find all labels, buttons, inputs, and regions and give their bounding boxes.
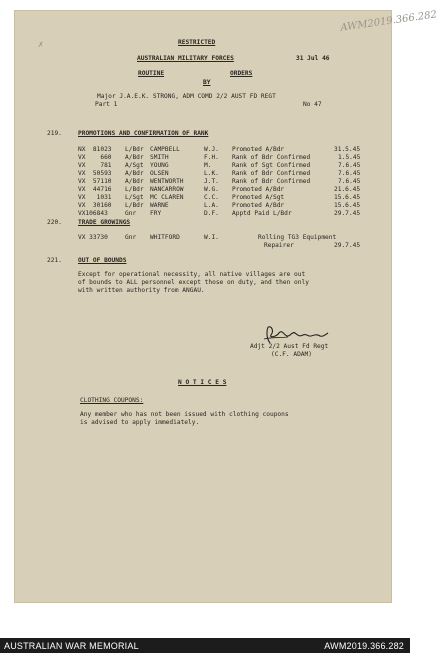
- pencil-annotation: AWM2019.366.282: [339, 9, 438, 34]
- orders-word: ORDERS: [230, 70, 253, 77]
- surname: CAMPBELL: [150, 146, 180, 153]
- action: Promoted A/Bdr: [232, 146, 285, 153]
- initials: L.K.: [204, 170, 219, 177]
- service-number: NX 81023: [78, 146, 112, 153]
- surname: MC CLAREN: [150, 194, 184, 201]
- action: Rolling TG3 Equipment: [258, 234, 337, 241]
- service-number: VX 30160: [78, 202, 112, 209]
- order-date: 31 Jul 46: [296, 55, 330, 62]
- notices-heading: N O T I C E S: [178, 379, 227, 386]
- effective-date: 7.6.45: [338, 178, 361, 185]
- notice-subheading: CLOTHING COUPONS:: [80, 397, 144, 404]
- service-number: VX 57110: [78, 178, 112, 185]
- section-number: 220.: [47, 219, 62, 226]
- initials: M.: [204, 162, 212, 169]
- classification: RESTRICTED: [178, 39, 216, 46]
- museum-footer: [0, 638, 410, 653]
- service-number: VX 660: [78, 154, 112, 161]
- initials: F.H.: [204, 154, 219, 161]
- action: Promoted A/Sgt: [232, 194, 285, 201]
- surname: WENTWORTH: [150, 178, 184, 185]
- section-title: TRADE GROWINGS: [78, 219, 131, 226]
- ink-mark: ✗: [38, 40, 44, 50]
- adjutant-title: Adjt 2/2 Aust Fd Regt: [250, 343, 329, 350]
- action: Promoted A/Bdr: [232, 186, 285, 193]
- service-number: VX 1031: [78, 194, 112, 201]
- section-title: PROMOTIONS AND CONFIRMATION OF RANK: [78, 130, 209, 137]
- paragraph-line: Any member who has not been issued with clothing coupons: [80, 411, 289, 418]
- action: Rank of Bdr Confirmed: [232, 178, 311, 185]
- rank: A/Bdr: [125, 170, 144, 177]
- service-number: VX106843: [78, 210, 108, 217]
- initials: C.C.: [204, 194, 219, 201]
- order-number: No 47: [303, 101, 322, 108]
- action: Rank of Bdr Confirmed: [232, 170, 311, 177]
- surname: WHITFORD: [150, 234, 180, 241]
- surname: FRY: [150, 210, 162, 217]
- initials: W.I.: [204, 234, 219, 241]
- effective-date: 31.5.45: [334, 146, 361, 153]
- part-label: Part 1: [95, 101, 118, 108]
- surname: NANCARROW: [150, 186, 184, 193]
- action: Rank of Bdr Confirmed: [232, 154, 311, 161]
- rank: L/Bdr: [125, 146, 144, 153]
- rank: A/Bdr: [125, 178, 144, 185]
- rank: L/Sgt: [125, 194, 144, 201]
- adjutant-name: (C.F. ADAM): [271, 351, 312, 358]
- action: Promoted A/Bdr: [232, 202, 285, 209]
- unit-heading: AUSTRALIAN MILITARY FORCES: [137, 55, 234, 62]
- action: Rank of Sgt Confirmed: [232, 162, 311, 169]
- surname: WARNE: [150, 202, 169, 209]
- section-title: OUT OF BOUNDS: [78, 257, 127, 264]
- rank: Gnr: [125, 210, 137, 217]
- initials: D.F.: [204, 210, 219, 217]
- paragraph-line: with written authority from ANGAU.: [78, 287, 205, 294]
- effective-date: 21.6.45: [334, 186, 361, 193]
- rank: L/Bdr: [125, 202, 144, 209]
- effective-date: 15.6.45: [334, 194, 361, 201]
- rank: A/Bdr: [125, 154, 144, 161]
- paragraph-line: Except for operational necessity, all native villages are out: [78, 271, 306, 278]
- service-number: VX 50593: [78, 170, 112, 177]
- effective-date: 29.7.45: [334, 242, 361, 249]
- action: Apptd Paid L/Bdr: [232, 210, 292, 217]
- rank: L/Bdr: [125, 186, 144, 193]
- initials: J.T.: [204, 178, 219, 185]
- rank: Gnr: [125, 234, 137, 241]
- surname: YOUNG: [150, 162, 169, 169]
- initials: W.G.: [204, 186, 219, 193]
- effective-date: 7.6.45: [338, 170, 361, 177]
- issued-by: Major J.A.E.K. STRONG, ADM COMD 2/2 AUST FD REGT: [97, 93, 276, 100]
- service-number: VX 33730: [78, 234, 108, 241]
- service-number: VX 44716: [78, 186, 112, 193]
- effective-date: 1.5.45: [338, 154, 361, 161]
- section-number: 219.: [47, 130, 62, 137]
- surname: SMITH: [150, 154, 169, 161]
- footer-accession: AWM2019.366.282: [324, 641, 404, 651]
- initials: L.A.: [204, 202, 219, 209]
- footer-institution: AUSTRALIAN WAR MEMORIAL: [4, 641, 139, 651]
- effective-date: 15.6.45: [334, 202, 361, 209]
- surname: OLSEN: [150, 170, 169, 177]
- effective-date: 7.6.45: [338, 162, 361, 169]
- paragraph-line: of bounds to ALL personnel except those on duty, and then only: [78, 279, 309, 286]
- section-number: 221.: [47, 257, 62, 264]
- rank: A/Sgt: [125, 162, 144, 169]
- effective-date: 29.7.45: [334, 210, 361, 217]
- service-number: VX 781: [78, 162, 112, 169]
- action-continued: Repairer: [264, 242, 294, 249]
- routine-word: ROUTINE: [138, 70, 165, 77]
- by-word: BY: [203, 79, 211, 86]
- paragraph-line: is advised to apply immediately.: [80, 419, 200, 426]
- initials: W.J.: [204, 146, 219, 153]
